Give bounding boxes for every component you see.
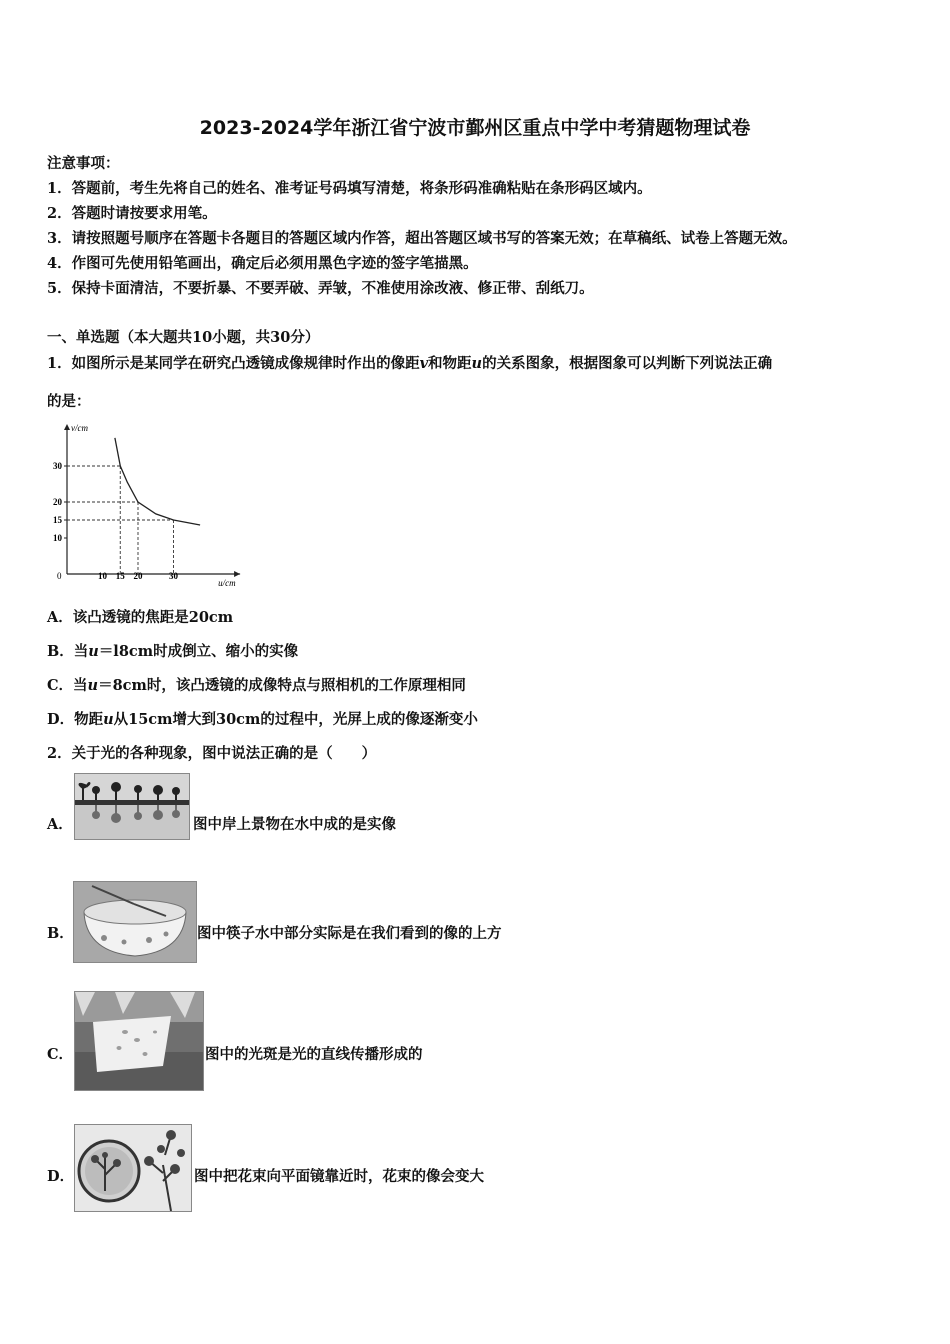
y-tick-label: 20	[53, 497, 62, 507]
q1-stem-b: 和物距	[428, 355, 472, 372]
light-spots-image	[74, 991, 204, 1091]
q1-option-c	[47, 674, 466, 695]
q2-option-letter: D．	[47, 1168, 75, 1185]
q2-option-letter: A．	[47, 816, 73, 833]
x-tick-label: 15	[115, 571, 125, 581]
y-axis-arrow	[64, 424, 70, 430]
q2-option-letter: C．	[47, 1046, 74, 1063]
q1-stem-a: 1．如图所示是某同学在研究凸透镜成像规律时作出的像距	[47, 355, 420, 372]
y-tick-label: 10	[53, 533, 62, 543]
var-u: u	[88, 643, 99, 660]
q2-option-letter: B．	[47, 925, 74, 942]
x-tick-label: 20	[133, 571, 143, 581]
section-heading: 一、单选题（本大题共10小题，共30分）	[47, 329, 320, 346]
x-tick-label: 30	[169, 571, 178, 581]
q2-option-text: 图中岸上景物在水中成的是实像	[193, 816, 396, 833]
q1-stem-end: 的是：	[47, 393, 91, 410]
q1-option-b-pre: B．当	[47, 643, 89, 660]
bowl-chopsticks-image	[73, 881, 197, 963]
note-item: 1．答题前，考生先将自己的姓名、准考证号码填写清楚，将条形码准确粘贴在条形码区域内。	[47, 180, 652, 197]
q1-option-c-pre: C．当	[47, 677, 88, 694]
note-item: 3．请按照题号顺序在答题卡各题目的答题区域内作答，超出答题区域书写的答案无效；在草稿纸、试卷上答题无效。	[47, 230, 797, 247]
q1-stem	[47, 352, 772, 373]
q1-option-b-post: ＝l8cm时成倒立、缩小的实像	[98, 643, 299, 660]
series-line	[115, 438, 200, 525]
q2-stem: 2．关于光的各种现象，图中说法正确的是（ ）	[47, 745, 377, 762]
q1-graph	[45, 418, 245, 590]
x-tick-label: 10	[98, 571, 107, 581]
note-item: 2．答题时请按要求用笔。	[47, 205, 217, 222]
note-item: 5．保持卡面清洁，不要折暴、不要弄破、弄皱，不准使用涂改液、修正带、刮纸刀。	[47, 280, 594, 297]
var-v: v	[419, 355, 429, 372]
q1-option-d-pre: D．物距	[47, 711, 104, 728]
shore-reflection-image	[74, 773, 190, 840]
y-tick-label: 30	[53, 461, 62, 471]
y-tick-label: 15	[53, 515, 62, 525]
x-axis-label: u/cm	[218, 578, 236, 588]
note-item: 4．作图可先使用铅笔画出，确定后必须用黑色字迹的签字笔描黑。	[47, 255, 478, 272]
var-u: u	[87, 677, 99, 694]
q1-option-c-post: ＝8cm时，该凸透镜的成像特点与照相机的工作原理相同	[98, 677, 466, 694]
q1-option-a: A．该凸透镜的焦距是20cm	[47, 609, 234, 626]
var-u: u	[471, 355, 483, 372]
notes-heading: 注意事项：	[47, 155, 120, 172]
q1-option-d	[47, 708, 478, 729]
q1-option-d-post: 从15cm增大到30cm的过程中，光屏上成的像逐渐变小	[113, 711, 478, 728]
q2-option-text: 图中筷子水中部分实际是在我们看到的像的上方	[197, 925, 502, 942]
q1-stem-c: 的关系图象，根据图象可以判断下列说法正确	[482, 355, 773, 372]
page-title: 2023-2024学年浙江省宁波市鄞州区重点中学中考猜题物理试卷	[199, 117, 751, 139]
q2-option-text: 图中把花束向平面镜靠近时，花束的像会变大	[194, 1168, 484, 1185]
origin-label: 0	[57, 571, 62, 581]
q1-option-b	[47, 640, 298, 661]
x-axis-arrow	[234, 571, 240, 577]
var-u: u	[103, 711, 114, 728]
y-axis-label: v/cm	[71, 423, 88, 433]
mirror-flowers-image	[74, 1124, 192, 1212]
q2-option-text: 图中的光斑是光的直线传播形成的	[205, 1046, 423, 1063]
